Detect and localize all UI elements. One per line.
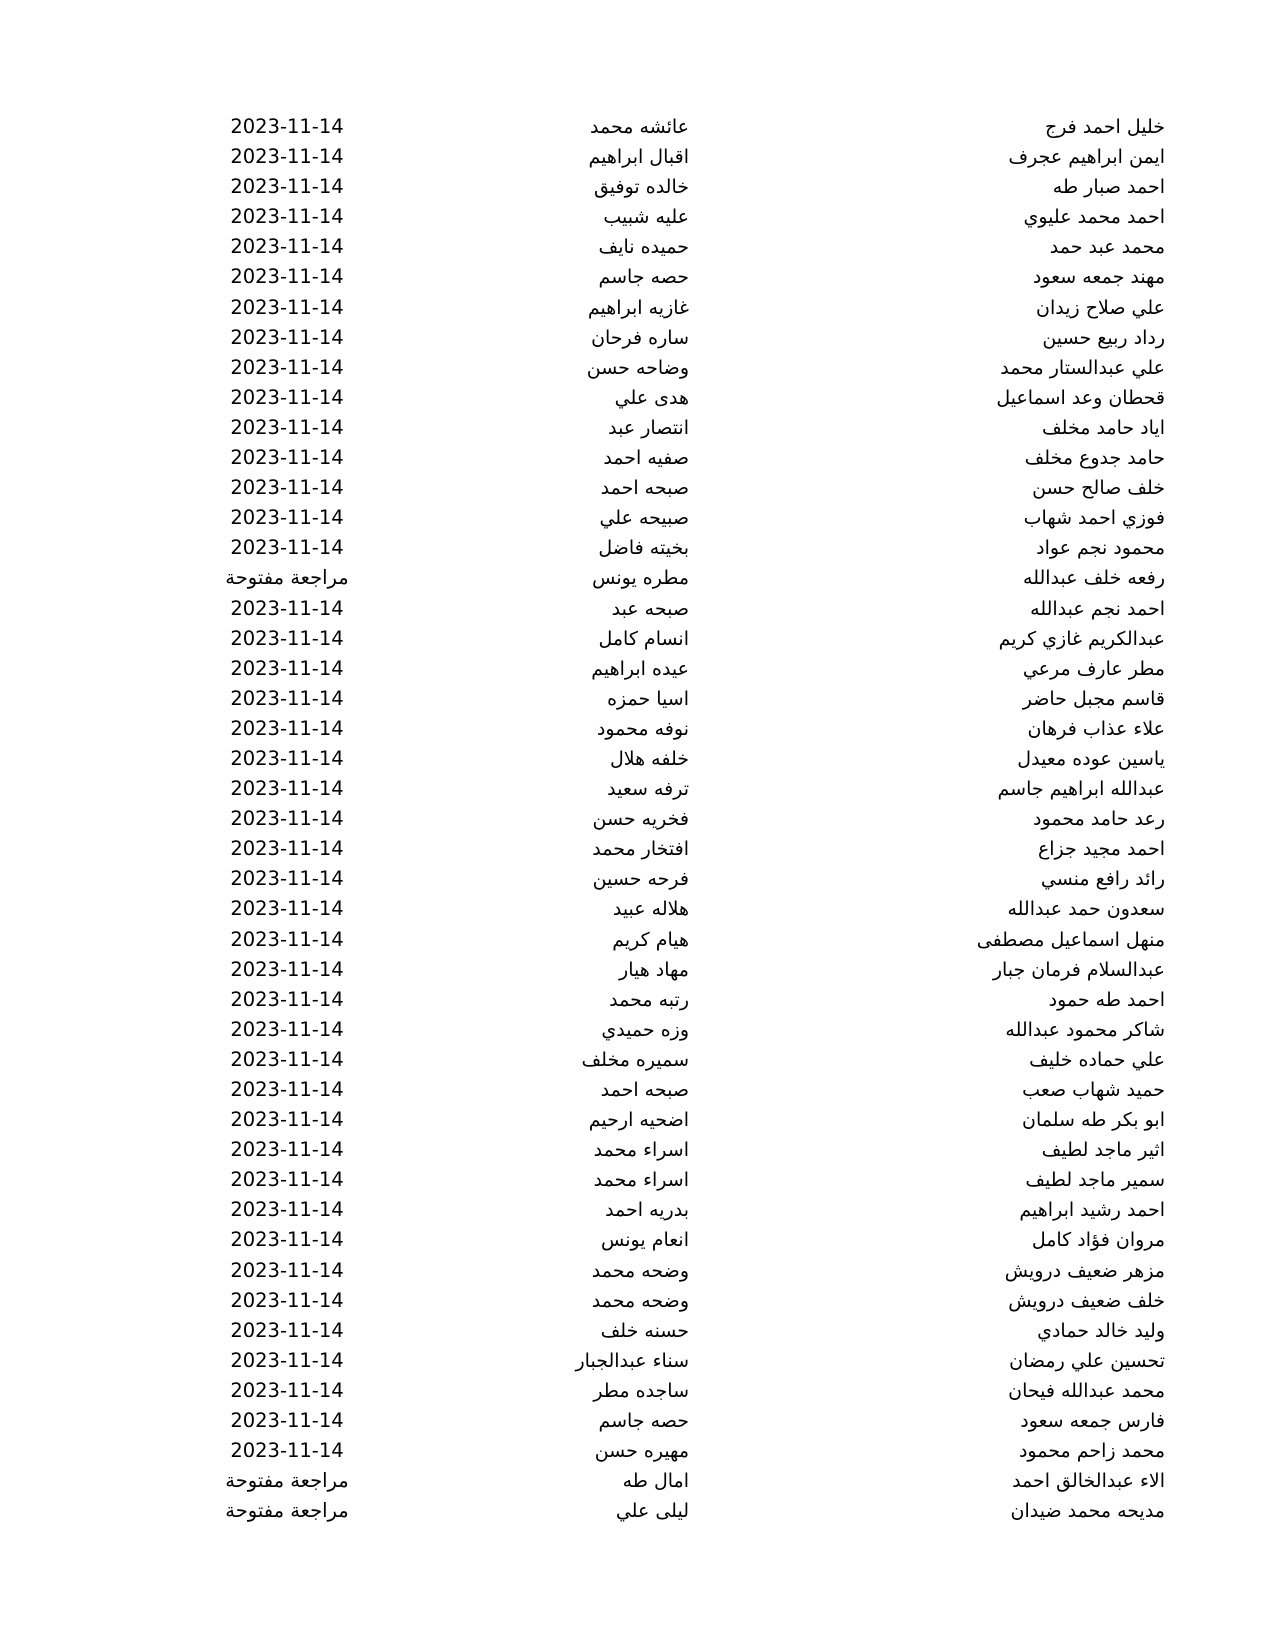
mother-name: بخيته فاضل (598, 537, 689, 560)
mother-name: مهاد هيار (619, 958, 689, 981)
list-item (0, 925, 1275, 955)
records-list (0, 112, 1275, 1526)
mother-name: سميره مخلف (581, 1048, 689, 1071)
mother-name: صبحه احمد (600, 1079, 689, 1101)
list-item (0, 1286, 1275, 1316)
list-item (0, 864, 1275, 894)
list-item (0, 985, 1275, 1015)
mother-name: وضاحه حسن (586, 356, 689, 379)
list-item (0, 142, 1275, 172)
mother-name: خلفه هلال (609, 747, 689, 770)
status-date: 2023-11-14 (230, 325, 344, 349)
status-date: 2023-11-14 (230, 867, 344, 891)
person-name: شاكر محمود عبدالله (1005, 1018, 1165, 1041)
person-name: مطر عارف مرعي (1022, 657, 1165, 680)
mother-name: حصه جاسم (598, 1410, 689, 1433)
list-item (0, 202, 1275, 232)
list-item (0, 563, 1275, 593)
person-name: رفعه خلف عبدالله (1023, 567, 1165, 590)
mother-name: ساجده مطر (593, 1379, 689, 1402)
mother-name: حميده نايف (598, 236, 689, 259)
person-name: حميد شهاب صعب (1022, 1079, 1165, 1101)
mother-name: فرحه حسين (592, 868, 689, 891)
list-item (0, 353, 1275, 383)
status-date: 2023-11-14 (230, 686, 344, 710)
status-date: 2023-11-14 (230, 1288, 344, 1312)
person-name: احمد مجيد جزاع (1037, 838, 1165, 861)
list-item (0, 383, 1275, 413)
person-name: علي حماده خليف (1029, 1048, 1165, 1071)
status-date: 2023-11-14 (230, 1378, 344, 1402)
person-name: علي عبدالستار محمد (1000, 356, 1165, 379)
status-date: 2023-11-14 (230, 807, 344, 831)
mother-name: انسام كامل (598, 627, 689, 650)
status-date: 2023-11-14 (230, 716, 344, 740)
person-name: حامد جدوع مخلف (1024, 447, 1165, 470)
mother-name: خالده توفيق (593, 176, 689, 199)
person-name: محمد زاحم محمود (1018, 1440, 1165, 1463)
mother-name: عيده ابراهيم (591, 657, 689, 680)
mother-name: صبحه احمد (600, 477, 689, 500)
person-name: الاء عبدالخالق احمد (1012, 1470, 1165, 1493)
person-name: خلف صالح حسن (1032, 477, 1165, 500)
status-date: 2023-11-14 (230, 506, 344, 530)
person-name: خلف ضعيف درويش (1008, 1289, 1165, 1312)
mother-name: صبيحه علي (599, 507, 689, 530)
list-item (0, 955, 1275, 985)
person-name: رعد حامد محمود (1033, 808, 1165, 831)
status-date: 2023-11-14 (230, 987, 344, 1011)
mother-name: اقبال ابراهيم (588, 146, 689, 169)
list-item (0, 413, 1275, 443)
person-name: احمد نجم عبدالله (1030, 597, 1165, 620)
status-date: 2023-11-14 (230, 446, 344, 470)
person-name: خليل احمد فرج (1044, 116, 1165, 138)
list-item (0, 1256, 1275, 1286)
list-item (0, 1496, 1275, 1526)
status-date: 2023-11-14 (230, 927, 344, 951)
status-date: 2023-11-14 (230, 837, 344, 861)
mother-name: اسراء محمد (593, 1169, 689, 1192)
person-name: فوزي احمد شهاب (1023, 507, 1165, 530)
mother-name: عائشه محمد (590, 116, 689, 138)
person-name: فارس جمعه سعود (1020, 1410, 1165, 1433)
status-date: 2023-11-14 (230, 1409, 344, 1433)
person-name: منهل اسماعيل مصطفى (976, 928, 1165, 951)
person-name: ايمن ابراهيم عجرف (1008, 146, 1165, 169)
status-date: 2023-11-14 (230, 656, 344, 680)
list-item (0, 1045, 1275, 1075)
list-item (0, 172, 1275, 202)
mother-name: وضحه محمد (591, 1289, 689, 1312)
person-name: قحطان وعد اسماعيل (996, 386, 1165, 409)
mother-name: هيام كريم (612, 928, 689, 951)
status-date: 2023-11-14 (230, 295, 344, 319)
person-name: ياسين عوده معيدل (1017, 747, 1165, 770)
person-name: محمد عبدالله فيحان (1008, 1379, 1165, 1402)
status-date: 2023-11-14 (230, 355, 344, 379)
mother-name: انتصار عبد (608, 416, 689, 439)
list-item (0, 1466, 1275, 1496)
person-name: سمير ماجد لطيف (1025, 1169, 1165, 1192)
mother-name: عليه شبيب (603, 206, 689, 229)
list-item (0, 1346, 1275, 1376)
mother-name: حسنه خلف (600, 1319, 689, 1342)
person-name: ابو بكر طه سلمان (1021, 1109, 1165, 1132)
status-date: 2023-11-14 (230, 777, 344, 801)
list-item (0, 232, 1275, 262)
list-item (0, 774, 1275, 804)
status-date: 2023-11-14 (230, 415, 344, 439)
mother-name: وزه حميدي (601, 1018, 689, 1041)
mother-name: حصه جاسم (598, 266, 689, 289)
list-item (0, 1015, 1275, 1045)
list-item (0, 654, 1275, 684)
mother-name: بدريه احمد (605, 1199, 689, 1222)
status-date: 2023-11-14 (230, 897, 344, 921)
person-name: سعدون حمد عبدالله (1007, 898, 1165, 921)
mother-name: مطره يونس (592, 567, 689, 590)
status-date: 2023-11-14 (230, 385, 344, 409)
person-name: عبدالله ابراهيم جاسم (997, 778, 1165, 801)
mother-name: اضحيه ارحيم (588, 1109, 689, 1132)
status-date: 2023-11-14 (230, 626, 344, 650)
status-date: مراجعة مفتوحة (225, 566, 349, 590)
person-name: مروان فؤاد كامل (1031, 1229, 1165, 1252)
person-name: محمد عبد حمد (1049, 236, 1165, 259)
person-name: احمد رشيد ابراهيم (1019, 1199, 1165, 1222)
person-name: عبدالكريم غازي كريم (998, 627, 1165, 650)
list-item (0, 1135, 1275, 1165)
status-date: 2023-11-14 (230, 265, 344, 289)
status-date: 2023-11-14 (230, 957, 344, 981)
person-name: تحسين علي رمضان (1009, 1349, 1165, 1372)
status-date: 2023-11-14 (230, 596, 344, 620)
person-name: اثير ماجد لطيف (1041, 1139, 1165, 1162)
person-name: قاسم مجبل حاضر (1022, 687, 1165, 710)
list-item (0, 1195, 1275, 1225)
status-date: 2023-11-14 (230, 1138, 344, 1162)
person-name: رداد ربيع حسين (1042, 326, 1165, 349)
mother-name: اسيا حمزه (607, 687, 689, 710)
status-date: مراجعة مفتوحة (225, 1499, 349, 1523)
mother-name: اسراء محمد (593, 1139, 689, 1162)
mother-name: صبحه عبد (611, 597, 689, 620)
list-item (0, 1436, 1275, 1466)
list-item (0, 533, 1275, 563)
list-item (0, 293, 1275, 323)
status-date: 2023-11-14 (230, 1258, 344, 1282)
status-date: 2023-11-14 (230, 115, 344, 138)
list-item (0, 112, 1275, 142)
status-date: 2023-11-14 (230, 476, 344, 500)
mother-name: وضحه محمد (591, 1259, 689, 1282)
list-item (0, 1316, 1275, 1346)
mother-name: غازيه ابراهيم (587, 296, 689, 319)
status-date: 2023-11-14 (230, 1108, 344, 1132)
mother-name: افتخار محمد (592, 838, 689, 861)
list-item (0, 594, 1275, 624)
list-item (0, 714, 1275, 744)
mother-name: هدى علي (614, 386, 689, 409)
person-name: محمود نجم عواد (1036, 537, 1165, 560)
person-name: مزهر ضعيف درويش (1004, 1259, 1165, 1282)
list-item (0, 262, 1275, 292)
mother-name: امال طه (622, 1470, 689, 1493)
mother-name: رتبه محمد (609, 988, 689, 1011)
person-name: مهند جمعه سعود (1032, 266, 1165, 289)
list-item (0, 503, 1275, 533)
list-item (0, 1105, 1275, 1135)
person-name: علاء عذاب فرهان (1027, 717, 1165, 740)
mother-name: صفيه احمد (603, 447, 689, 470)
list-item (0, 1376, 1275, 1406)
status-date: 2023-11-14 (230, 1017, 344, 1041)
person-name: مديحه محمد ضيدان (1010, 1500, 1165, 1523)
mother-name: ليلى علي (615, 1500, 689, 1523)
mother-name: مهيره حسن (594, 1440, 689, 1463)
person-name: احمد محمد عليوي (1023, 206, 1165, 229)
mother-name: هلاله عبيد (612, 898, 689, 921)
person-name: عبدالسلام فرمان جبار (992, 958, 1165, 981)
status-date: 2023-11-14 (230, 205, 344, 229)
mother-name: ساره فرحان (591, 326, 689, 349)
list-item (0, 443, 1275, 473)
list-item (0, 1406, 1275, 1436)
list-item (0, 684, 1275, 714)
list-item (0, 894, 1275, 924)
person-name: وليد خالد حمادي (1037, 1319, 1165, 1342)
person-name: علي صلاح زيدان (1036, 296, 1165, 319)
list-item (0, 624, 1275, 654)
person-name: احمد طه حمود (1048, 988, 1165, 1011)
status-date: 2023-11-14 (230, 1348, 344, 1372)
status-date: 2023-11-14 (230, 175, 344, 199)
status-date: 2023-11-14 (230, 1228, 344, 1252)
status-date: 2023-11-14 (230, 1047, 344, 1071)
status-date: 2023-11-14 (230, 746, 344, 770)
list-item (0, 473, 1275, 503)
list-item (0, 323, 1275, 353)
mother-name: انعام يونس (601, 1229, 689, 1252)
mother-name: سناء عبدالجبار (575, 1349, 689, 1372)
status-date: 2023-11-14 (230, 1318, 344, 1342)
person-name: احمد صبار طه (1052, 176, 1165, 199)
status-date: 2023-11-14 (230, 1168, 344, 1192)
status-date: 2023-11-14 (230, 1198, 344, 1222)
person-name: رائد رافع منسي (1040, 868, 1165, 891)
status-date: 2023-11-14 (230, 1078, 344, 1101)
list-item (0, 744, 1275, 774)
status-date: 2023-11-14 (230, 145, 344, 169)
list-item (0, 804, 1275, 834)
mother-name: نوفه محمود (596, 717, 689, 740)
status-date: مراجعة مفتوحة (225, 1469, 349, 1493)
list-item (0, 834, 1275, 864)
mother-name: ترفه سعيد (607, 778, 689, 801)
status-date: 2023-11-14 (230, 235, 344, 259)
list-item (0, 1225, 1275, 1255)
status-date: 2023-11-14 (230, 1439, 344, 1463)
list-item (0, 1165, 1275, 1195)
mother-name: فخريه حسن (592, 808, 689, 831)
list-item (0, 1075, 1275, 1105)
status-date: 2023-11-14 (230, 536, 344, 560)
person-name: اياد حامد مخلف (1042, 416, 1165, 439)
